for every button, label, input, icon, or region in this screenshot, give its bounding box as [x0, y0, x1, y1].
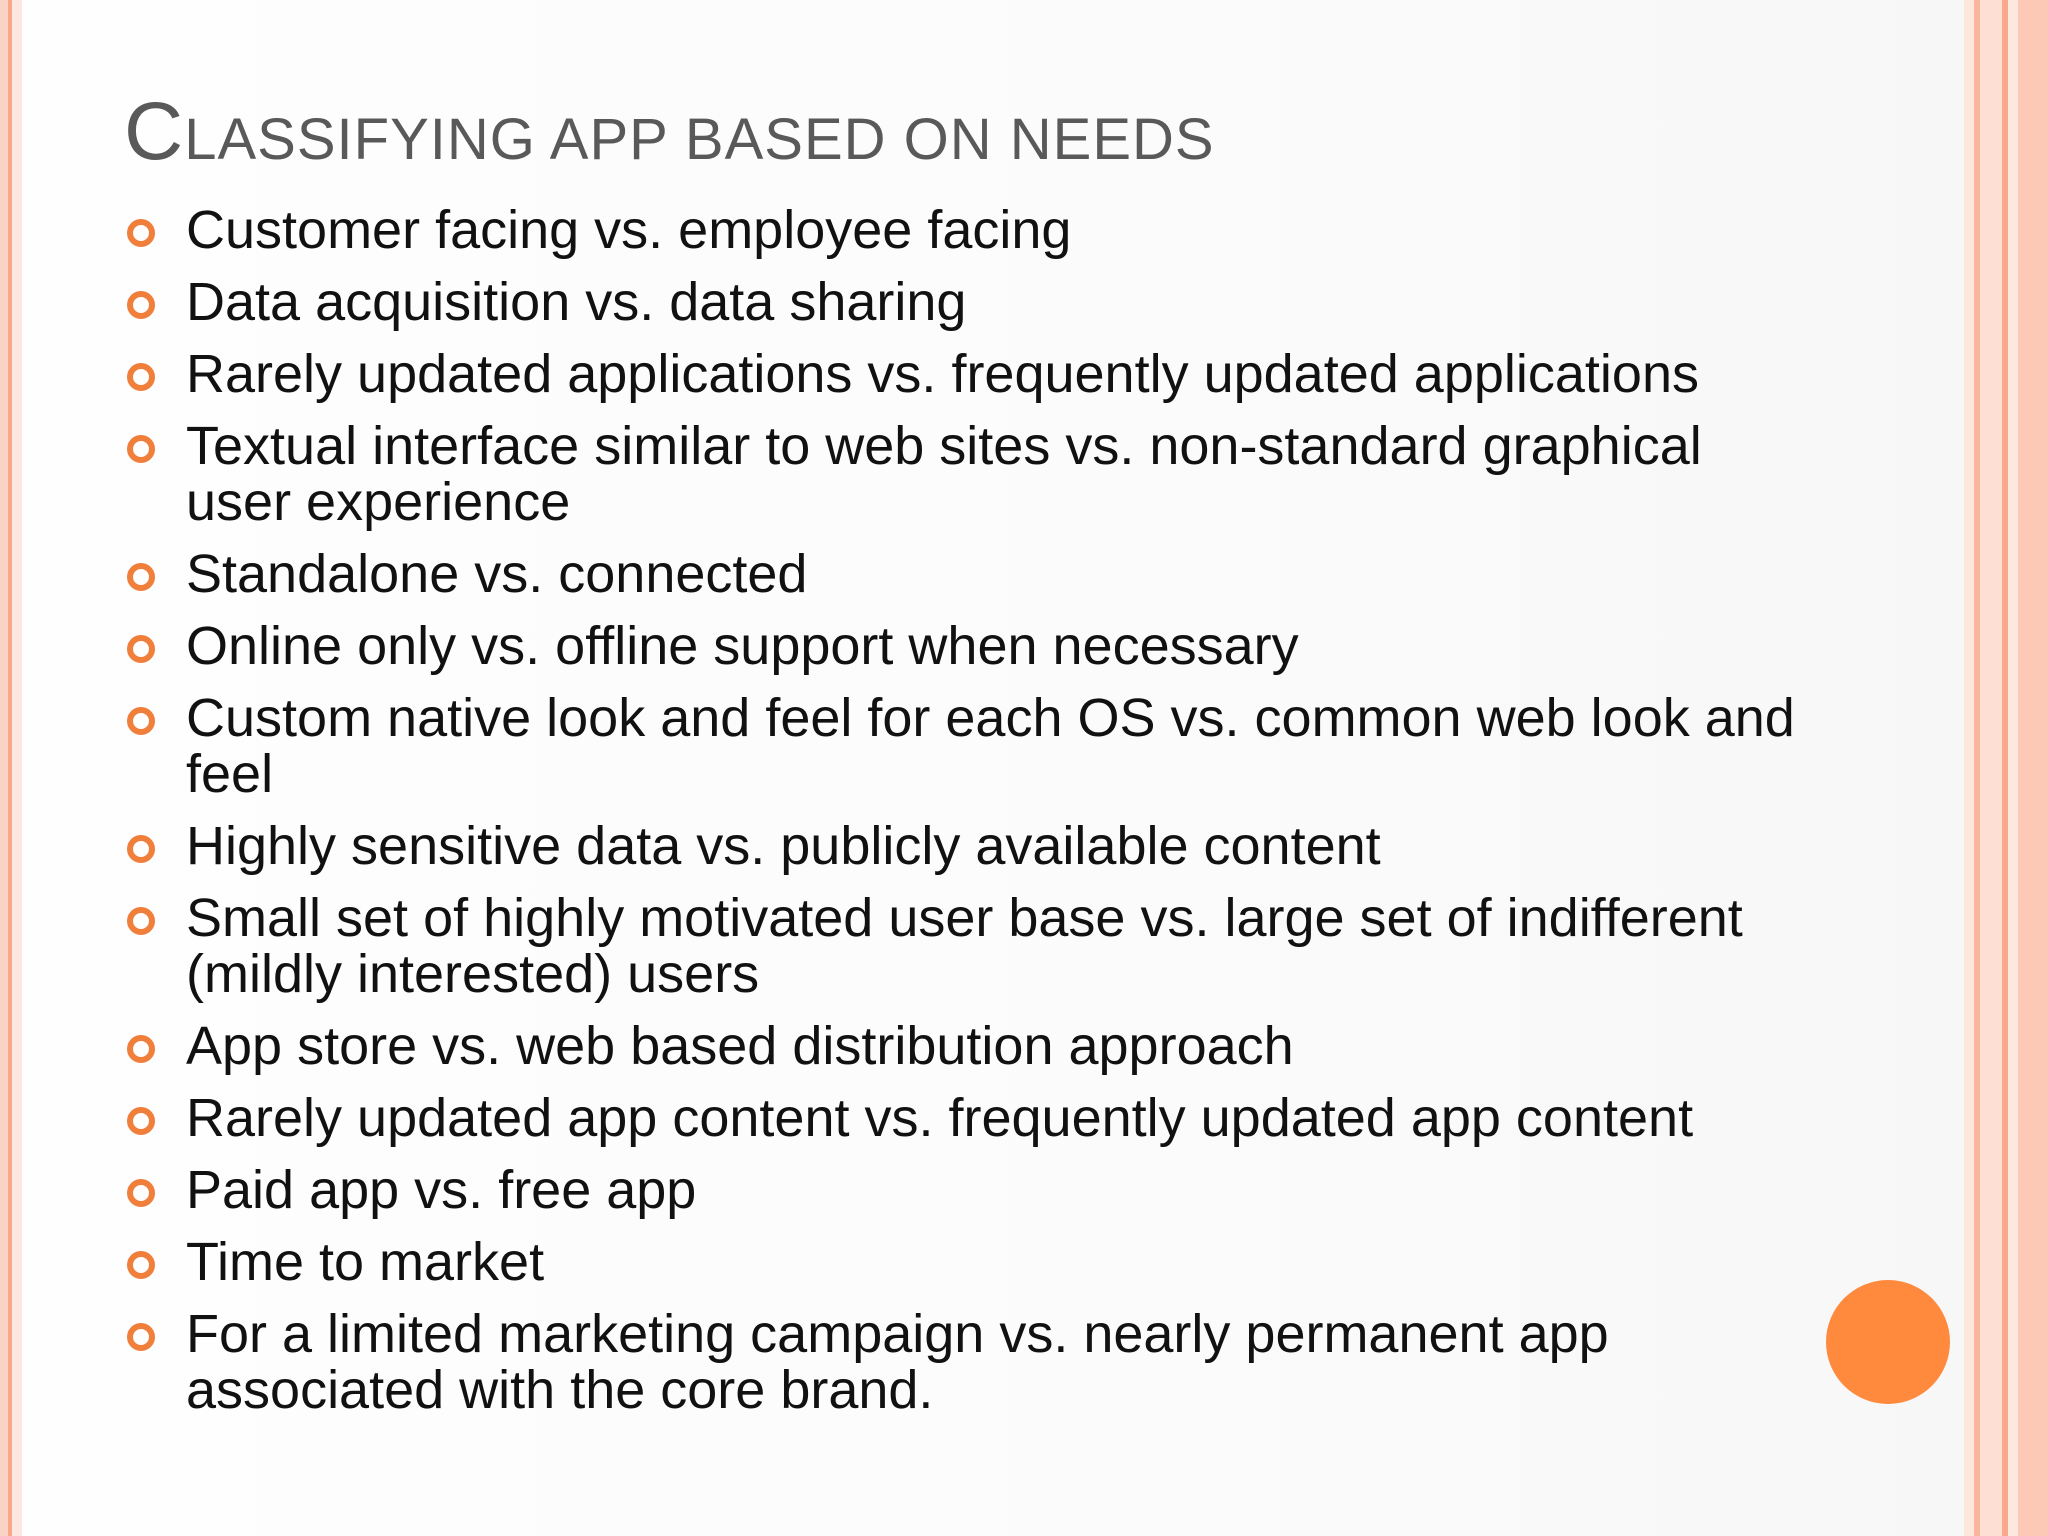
slide-title: [124, 82, 1215, 190]
bullet-icon: [127, 435, 155, 463]
bullet-icon: [127, 835, 155, 863]
bullet-icon: [127, 1179, 155, 1207]
bullet-item: [124, 274, 1804, 330]
title-rest: LASSIFYING APP BASED ON NEEDS: [184, 107, 1215, 172]
bullet-text: Customer facing vs. employee facing: [186, 200, 1072, 260]
bullet-item: [124, 418, 1804, 530]
bullet-icon: [127, 1035, 155, 1063]
left-border-stripe: [0, 0, 8, 1536]
bullet-text: Online only vs. offline support when necessary: [186, 616, 1299, 676]
bullet-item: [124, 546, 1804, 602]
title-first-letter: C: [124, 86, 185, 177]
bullet-icon: [127, 1323, 155, 1351]
bullet-list: [124, 202, 1804, 1434]
bullet-icon: [127, 291, 155, 319]
bullet-text: Paid app vs. free app: [186, 1160, 697, 1220]
bullet-icon: [127, 363, 155, 391]
right-border: [1964, 0, 2048, 1536]
bullet-text: Rarely updated app content vs. frequently updated app content: [186, 1088, 1694, 1148]
bullet-text: For a limited marketing campaign vs. nearly permanent app associated with the core brand.: [186, 1304, 1609, 1420]
bullet-text: Small set of highly motivated user base vs. large set of indifferent (mildly interested) users: [186, 888, 1743, 1004]
bullet-item: [124, 1234, 1804, 1290]
bullet-icon: [127, 907, 155, 935]
bullet-item: [124, 1018, 1804, 1074]
bullet-item: [124, 690, 1804, 802]
bullet-text: Data acquisition vs. data sharing: [186, 272, 967, 332]
bullet-text: Standalone vs. connected: [186, 544, 808, 604]
bullet-item: [124, 890, 1804, 1002]
bullet-item: [124, 1090, 1804, 1146]
bullet-item: [124, 1162, 1804, 1218]
bullet-icon: [127, 1251, 155, 1279]
bullet-item: [124, 1306, 1804, 1418]
bullet-item: [124, 346, 1804, 402]
bullet-item: [124, 618, 1804, 674]
bullet-icon: [127, 1107, 155, 1135]
bullet-item: [124, 202, 1804, 258]
bullet-icon: [127, 635, 155, 663]
bullet-icon: [127, 707, 155, 735]
bullet-item: [124, 818, 1804, 874]
bullet-text: Rarely updated applications vs. frequently updated applications: [186, 344, 1699, 404]
bullet-text: Time to market: [186, 1232, 545, 1292]
left-border-stripe: [12, 0, 22, 1536]
bullet-text: App store vs. web based distribution approach: [186, 1016, 1294, 1076]
bullet-text: Textual interface similar to web sites vs. non-standard graphical user experience: [186, 416, 1702, 532]
bullet-icon: [127, 563, 155, 591]
bullet-text: Custom native look and feel for each OS vs. common web look and feel: [186, 688, 1795, 804]
bullet-icon: [127, 219, 155, 247]
bullet-text: Highly sensitive data vs. publicly available content: [186, 816, 1381, 876]
decorative-orange-circle: [1826, 1280, 1950, 1404]
